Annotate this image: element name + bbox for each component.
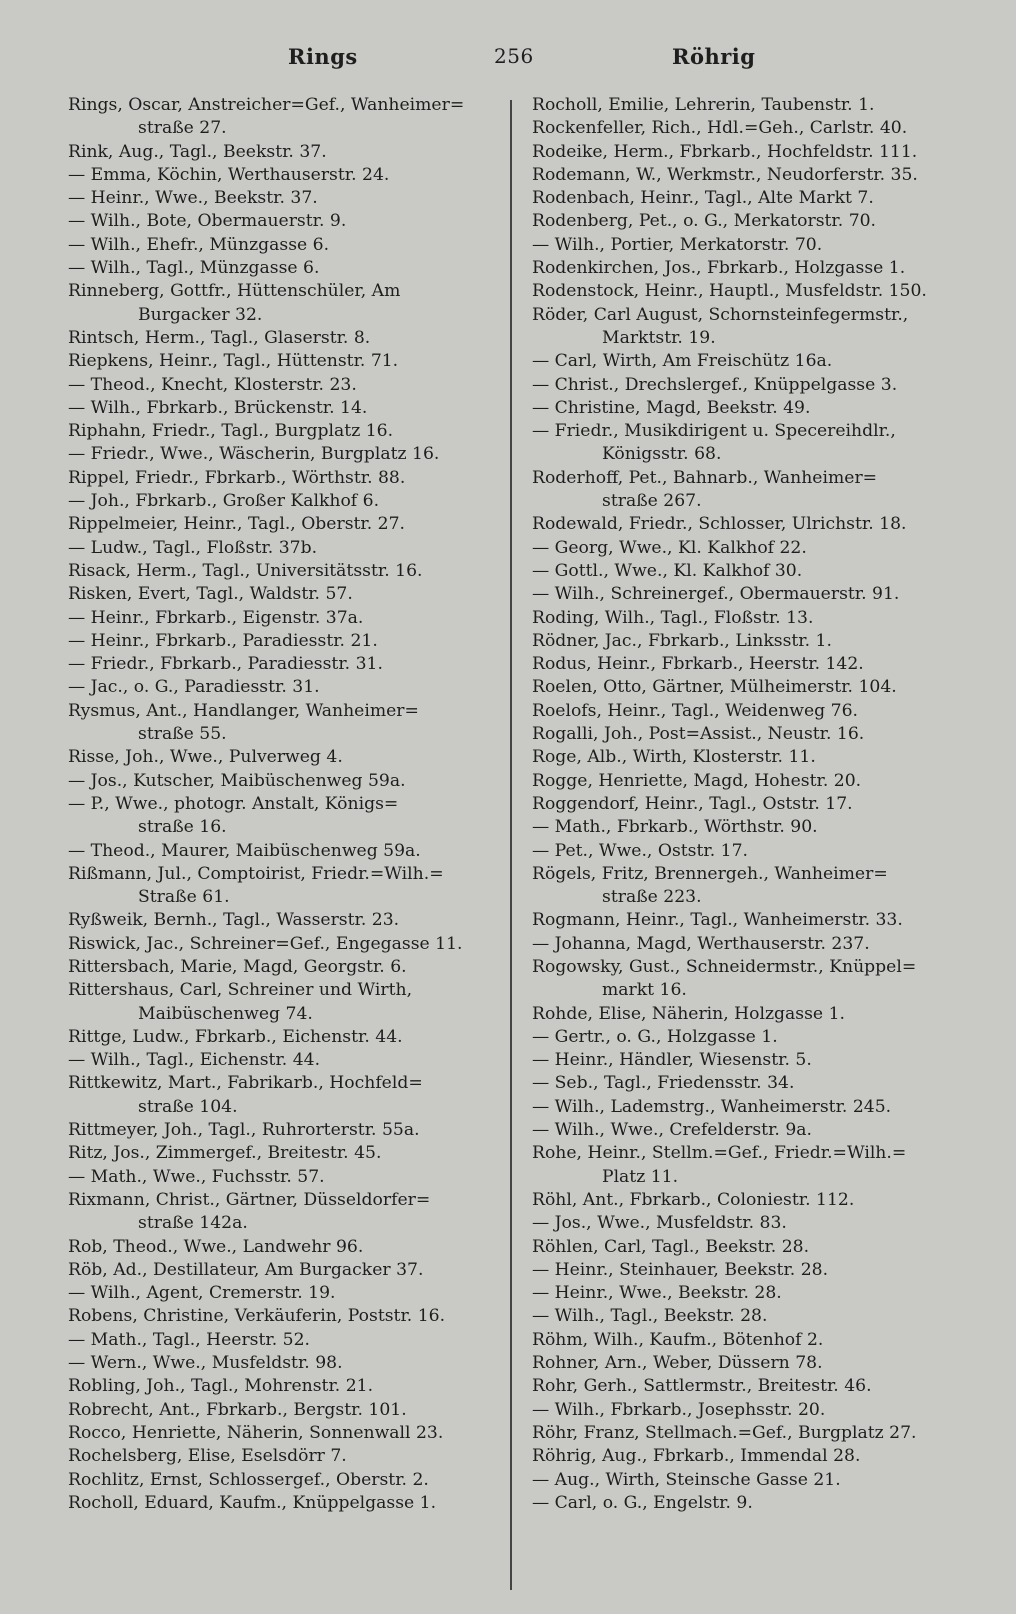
directory-entry-line: — Aug., Wirth, Steinsche Gasse 21. — [532, 1469, 841, 1490]
entry-continuation-line: straße 55. — [138, 724, 227, 745]
directory-entry-line: — Wilh., Tagl., Beekstr. 28. — [532, 1306, 768, 1327]
entry-continuation-line: straße 267. — [602, 491, 702, 512]
directory-entry-line: — Jac., o. G., Paradiesstr. 31. — [68, 677, 320, 698]
directory-entry-line: Rohr, Gerh., Sattlermstr., Breitestr. 46. — [532, 1376, 872, 1397]
directory-entry-line: — Christ., Drechslergef., Knüppelgasse 3. — [532, 374, 898, 395]
directory-entry-line: Rittershaus, Carl, Schreiner und Wirth, — [68, 980, 413, 1001]
directory-entry-line: Rings, Oscar, Anstreicher=Gef., Wanheimer= — [68, 95, 465, 115]
directory-entry-line: — Heinr., Wwe., Beekstr. 28. — [532, 1283, 782, 1304]
directory-entry-line: — Pet., Wwe., Oststr. 17. — [532, 840, 748, 861]
page-number: 256 — [494, 44, 534, 68]
directory-entry-line: Röhlen, Carl, Tagl., Beekstr. 28. — [532, 1236, 810, 1257]
entry-continuation-line: straße 104. — [138, 1096, 238, 1117]
directory-entry-line: Riepkens, Heinr., Tagl., Hüttenstr. 71. — [68, 351, 399, 372]
directory-entry-line: Risack, Herm., Tagl., Universitätsstr. 16. — [68, 560, 423, 581]
entry-continuation-line: Königsstr. 68. — [602, 444, 722, 465]
directory-entry-line: Rödner, Jac., Fbrkarb., Linksstr. 1. — [532, 630, 832, 651]
directory-entry-line: Roggendorf, Heinr., Tagl., Oststr. 17. — [532, 793, 853, 814]
directory-entry-line: Rob, Theod., Wwe., Landwehr 96. — [68, 1236, 364, 1257]
entry-continuation-line: Burgacker 32. — [138, 304, 263, 325]
directory-entry-line: — Wilh., Wwe., Crefelderstr. 9a. — [532, 1120, 812, 1141]
directory-entry-line: Rittge, Ludw., Fbrkarb., Eichenstr. 44. — [68, 1026, 403, 1047]
directory-entry-line: — Wilh., Schreinergef., Obermauerstr. 91. — [532, 584, 900, 605]
directory-entry-line: — Wilh., Tagl., Eichenstr. 44. — [68, 1050, 321, 1071]
directory-entry-line: — Wilh., Bote, Obermauerstr. 9. — [68, 211, 347, 232]
directory-entry-line: — P., Wwe., photogr. Anstalt, Königs= — [68, 793, 399, 814]
directory-entry-line: Rochlitz, Ernst, Schlossergef., Oberstr. 2. — [68, 1469, 429, 1490]
directory-entry-line: Roding, Wilh., Tagl., Floßstr. 13. — [532, 607, 814, 628]
directory-entry-line: Röhr, Franz, Stellmach.=Gef., Burgplatz 27. — [532, 1422, 917, 1443]
directory-entry-line: Rippelmeier, Heinr., Tagl., Oberstr. 27. — [68, 514, 406, 535]
directory-entry-line: Rogalli, Joh., Post=Assist., Neustr. 16. — [532, 724, 865, 745]
entry-continuation-line: Platz 11. — [602, 1166, 679, 1187]
directory-entry-line: Rittersbach, Marie, Magd, Georgstr. 6. — [68, 956, 407, 977]
directory-entry-line: — Emma, Köchin, Werthauserstr. 24. — [68, 164, 390, 185]
directory-entry-line: — Carl, o. G., Engelstr. 9. — [532, 1492, 753, 1513]
directory-entry-line: Rodenkirchen, Jos., Fbrkarb., Holzgasse 1. — [532, 258, 906, 279]
directory-entry-line: Robrecht, Ant., Fbrkarb., Bergstr. 101. — [68, 1399, 407, 1420]
directory-entry-line: Rodenbach, Heinr., Tagl., Alte Markt 7. — [532, 188, 874, 209]
directory-entry-line: — Gottl., Wwe., Kl. Kalkhof 30. — [532, 560, 803, 581]
directory-entry-line: Röhrig, Aug., Fbrkarb., Immendal 28. — [532, 1446, 861, 1467]
directory-entry-line: — Math., Wwe., Fuchsstr. 57. — [68, 1166, 325, 1187]
directory-entry-line: — Heinr., Händler, Wiesenstr. 5. — [532, 1050, 812, 1071]
directory-entry-line: — Christine, Magd, Beekstr. 49. — [532, 397, 811, 418]
entry-continuation-line: straße 16. — [138, 817, 227, 838]
directory-entry-line: Ryßweik, Bernh., Tagl., Wasserstr. 23. — [68, 910, 400, 931]
directory-entry-line: — Friedr., Wwe., Wäscherin, Burgplatz 16. — [68, 444, 440, 465]
directory-entry-line: Rintsch, Herm., Tagl., Glaserstr. 8. — [68, 327, 371, 348]
directory-entry-line: Robling, Joh., Tagl., Mohrenstr. 21. — [68, 1376, 374, 1397]
directory-entry-line: Roge, Alb., Wirth, Klosterstr. 11. — [532, 747, 816, 768]
directory-entry-line: Rögels, Fritz, Brennergeh., Wanheimer= — [532, 863, 888, 884]
directory-entry-line: — Theod., Knecht, Klosterstr. 23. — [68, 374, 357, 395]
directory-entry-line: — Wilh., Fbrkarb., Brückenstr. 14. — [68, 397, 368, 418]
directory-entry-line: — Georg, Wwe., Kl. Kalkhof 22. — [532, 537, 807, 558]
directory-entry-line: Rink, Aug., Tagl., Beekstr. 37. — [68, 141, 327, 162]
directory-entry-line: Rixmann, Christ., Gärtner, Düsseldorfer= — [68, 1189, 431, 1210]
directory-entry-line: Rocco, Henriette, Näherin, Sonnenwall 23. — [68, 1422, 444, 1443]
directory-entry-line: Röder, Carl August, Schornsteinfegermstr., — [532, 304, 909, 325]
directory-entry-line: Riphahn, Friedr., Tagl., Burgplatz 16. — [68, 421, 394, 442]
directory-entry-line: Risse, Joh., Wwe., Pulverweg 4. — [68, 747, 343, 768]
directory-entry-line: Rogge, Henriette, Magd, Hohestr. 20. — [532, 770, 862, 791]
directory-entry-line: Rodenstock, Heinr., Hauptl., Musfeldstr. 150. — [532, 281, 927, 302]
page-header — [0, 44, 1016, 84]
directory-entry-line: — Math., Fbrkarb., Wörthstr. 90. — [532, 817, 818, 838]
directory-entry-line: — Wern., Wwe., Musfeldstr. 98. — [68, 1353, 343, 1374]
directory-entry-line: — Math., Tagl., Heerstr. 52. — [68, 1329, 310, 1350]
directory-entry-line: Rocholl, Emilie, Lehrerin, Taubenstr. 1. — [532, 95, 875, 115]
directory-entry-line: Rippel, Friedr., Fbrkarb., Wörthstr. 88. — [68, 467, 406, 488]
directory-entry-line: Rittmeyer, Joh., Tagl., Ruhrorterstr. 55a. — [68, 1120, 420, 1141]
directory-entry-line: Ritz, Jos., Zimmergef., Breitestr. 45. — [68, 1143, 382, 1164]
directory-entry-line: — Heinr., Fbrkarb., Eigenstr. 37a. — [68, 607, 364, 628]
header-left-catchword: Rings — [288, 44, 358, 69]
directory-entry-line: — Seb., Tagl., Friedensstr. 34. — [532, 1073, 795, 1094]
directory-entry-line: — Friedr., Musikdirigent u. Specereihdlr., — [532, 421, 896, 442]
directory-entry-line: Roelen, Otto, Gärtner, Mülheimerstr. 104. — [532, 677, 897, 698]
directory-entry-line: Rodus, Heinr., Fbrkarb., Heerstr. 142. — [532, 654, 864, 675]
directory-entry-line: — Wilh., Tagl., Münzgasse 6. — [68, 258, 320, 279]
directory-entry-line: — Joh., Fbrkarb., Großer Kalkhof 6. — [68, 491, 380, 512]
directory-entry-line: Rogowsky, Gust., Schneidermstr., Knüppel= — [532, 956, 917, 977]
directory-entry-line: Robens, Christine, Verkäuferin, Poststr. 16. — [68, 1306, 446, 1327]
directory-entry-line: — Carl, Wirth, Am Freischütz 16a. — [532, 351, 833, 372]
directory-entry-line: Röhm, Wilh., Kaufm., Bötenhof 2. — [532, 1329, 824, 1350]
directory-entry-line: Rohner, Arn., Weber, Düssern 78. — [532, 1353, 823, 1374]
directory-entry-line: — Wilh., Portier, Merkatorstr. 70. — [532, 234, 823, 255]
directory-entry-line: Röb, Ad., Destillateur, Am Burgacker 37. — [68, 1259, 424, 1280]
directory-entry-line: — Wilh., Fbrkarb., Josephsstr. 20. — [532, 1399, 826, 1420]
directory-entry-line: — Johanna, Magd, Werthauserstr. 237. — [532, 933, 870, 954]
header-right-catchword: Röhrig — [672, 44, 756, 69]
directory-entry-line: — Gertr., o. G., Holzgasse 1. — [532, 1026, 778, 1047]
directory-entry-line: Riswick, Jac., Schreiner=Gef., Engegasse 11. — [68, 933, 463, 954]
directory-entry-line: Rohe, Heinr., Stellm.=Gef., Friedr.=Wilh.= — [532, 1143, 907, 1164]
directory-entry-line: — Friedr., Fbrkarb., Paradiesstr. 31. — [68, 654, 383, 675]
directory-entry-line: — Heinr., Wwe., Beekstr. 37. — [68, 188, 318, 209]
directory-entry-line: Rocholl, Eduard, Kaufm., Knüppelgasse 1. — [68, 1492, 437, 1513]
directory-entry-line: Roderhoff, Pet., Bahnarb., Wanheimer= — [532, 467, 878, 488]
directory-entry-line: — Wilh., Lademstrg., Wanheimerstr. 245. — [532, 1096, 892, 1117]
directory-entry-line: Rockenfeller, Rich., Hdl.=Geh., Carlstr. 40. — [532, 118, 908, 139]
entry-continuation-line: straße 142a. — [138, 1213, 248, 1234]
directory-entry-line: Rodenberg, Pet., o. G., Merkatorstr. 70. — [532, 211, 877, 232]
directory-entry-line: — Heinr., Steinhauer, Beekstr. 28. — [532, 1259, 829, 1280]
directory-entry-line: Rohde, Elise, Näherin, Holzgasse 1. — [532, 1003, 845, 1024]
directory-entry-line: — Ludw., Tagl., Floßstr. 37b. — [68, 537, 318, 558]
directory-entry-line: — Wilh., Agent, Cremerstr. 19. — [68, 1283, 336, 1304]
right-column — [532, 94, 972, 1594]
column-divider — [510, 100, 512, 1590]
directory-entry-line: — Jos., Wwe., Musfeldstr. 83. — [532, 1213, 787, 1234]
entry-continuation-line: straße 223. — [602, 887, 702, 908]
directory-entry-line: Rittkewitz, Mart., Fabrikarb., Hochfeld= — [68, 1073, 423, 1094]
directory-entry-line: Rodeike, Herm., Fbrkarb., Hochfeldstr. 111. — [532, 141, 918, 162]
directory-entry-line: Rochelsberg, Elise, Eselsdörr 7. — [68, 1446, 347, 1467]
directory-entry-line: Rißmann, Jul., Comptoirist, Friedr.=Wilh.= — [68, 863, 444, 884]
directory-entry-line: — Theod., Maurer, Maibüschenweg 59a. — [68, 840, 421, 861]
directory-entry-line: Roelofs, Heinr., Tagl., Weidenweg 76. — [532, 700, 858, 721]
directory-entry-line: — Heinr., Fbrkarb., Paradiesstr. 21. — [68, 630, 378, 651]
directory-entry-line: Rodemann, W., Werkmstr., Neudorferstr. 35. — [532, 164, 918, 185]
entry-continuation-line: Marktstr. 19. — [602, 327, 716, 348]
directory-entry-line: — Jos., Kutscher, Maibüschenweg 59a. — [68, 770, 406, 791]
directory-entry-line: Rysmus, Ant., Handlanger, Wanheimer= — [68, 700, 419, 721]
entry-continuation-line: Straße 61. — [138, 887, 230, 908]
directory-entry-line: Risken, Evert, Tagl., Waldstr. 57. — [68, 584, 353, 605]
entry-continuation-line: markt 16. — [602, 980, 687, 1001]
entry-continuation-line: Maibüschenweg 74. — [138, 1003, 313, 1024]
directory-entry-line: Rinneberg, Gottfr., Hüttenschüler, Am — [68, 281, 401, 302]
entry-continuation-line: straße 27. — [138, 118, 227, 139]
left-column — [68, 94, 508, 1594]
directory-entry-line: Rogmann, Heinr., Tagl., Wanheimerstr. 33. — [532, 910, 903, 931]
directory-entry-line: Rodewald, Friedr., Schlosser, Ulrichstr. 18. — [532, 514, 907, 535]
directory-entry-line: Röhl, Ant., Fbrkarb., Coloniestr. 112. — [532, 1189, 855, 1210]
directory-entry-line: — Wilh., Ehefr., Münzgasse 6. — [68, 234, 330, 255]
